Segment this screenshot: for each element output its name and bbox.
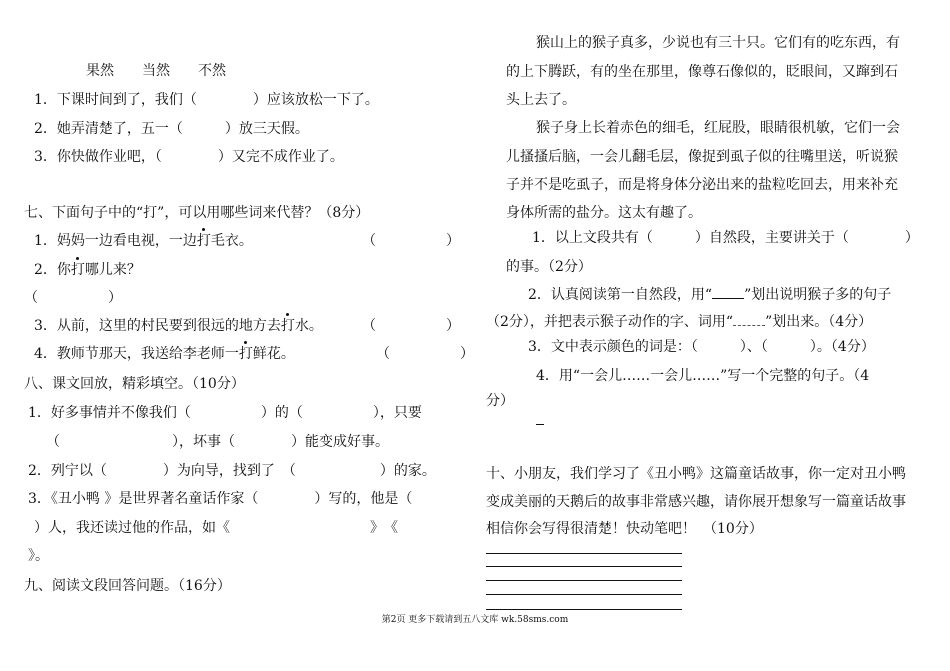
passage-line-1: 猴山上的猴子真多，少说也有三十只。它们有的吃东西，有 bbox=[536, 35, 900, 51]
reading-q1: 1．以上文段共有（ ）自然段，主要讲关于（ ） bbox=[532, 230, 919, 246]
writing-line bbox=[486, 553, 682, 554]
dotted-char: 打 bbox=[280, 318, 295, 334]
q10-line-1: 十、小朋友，我们学习了《丑小鸭》这篇童话故事，你一定对丑小鸭 bbox=[486, 466, 906, 482]
writing-line bbox=[486, 609, 682, 610]
q7-item-3: 3．从前，这里的村民要到很远的地方去打水。 bbox=[34, 318, 323, 334]
q6-item-2: 2．她弄清楚了，五一（ ）放三天假。 bbox=[34, 121, 309, 137]
reading-q3: 3．文中表示颜色的词是：（ ）、（ ）。（4分） bbox=[528, 339, 875, 355]
passage-line-6: 子并不是吃虱子，而是将身体分泌出来的盐粒吃回去，用来补充 bbox=[506, 177, 898, 193]
passage-line-5: 儿搔搔后脑，一会儿翻毛层，像捉到虱子似的往嘴里送，听说猴 bbox=[506, 149, 898, 165]
q10-line-2: 变成美丽的天鹅后的故事非常感兴趣，请你展开想象写一篇童话故事 bbox=[486, 494, 906, 510]
q7-item-2: 2．你打哪儿来？ bbox=[34, 262, 141, 278]
dotted-char: 打 bbox=[70, 262, 85, 278]
q8-line-4: 3．《丑小鸭 》是世界著名童话作家（ ）写的，他是（ bbox=[28, 491, 413, 507]
writing-line bbox=[486, 580, 682, 581]
wavy-underline-mark bbox=[733, 313, 765, 326]
q7-item-1: 1．妈妈一边看电视，一边打毛衣。 bbox=[34, 233, 253, 249]
q8-line-2: （ ），坏事（ ）能变成好事。 bbox=[46, 434, 389, 450]
passage-line-4: 猴子身上长着赤色的细毛，红屁股，眼睛很机敏，它们一会 bbox=[536, 120, 900, 136]
q6-item-3: 3．你快做作业吧，（ ）又完不成作业了。 bbox=[34, 149, 344, 165]
page-footer: 第2页 更多下载请到五八文库 wk.58sms.com bbox=[381, 615, 569, 625]
q10-line-3: 相信你会写得很清楚！快动笔吧！ （10分） bbox=[486, 521, 763, 537]
reading-q4: 4．用“一会儿……一会儿……”写一个完整的句子。（4 bbox=[536, 368, 870, 384]
q7-blank-3: （ ） bbox=[362, 318, 460, 334]
passage-line-2: 的上下腾跃，有的坐在那里，像尊石像似的，眨眼间，又蹿到石 bbox=[506, 64, 898, 80]
dash-mark bbox=[536, 424, 544, 425]
underline-mark bbox=[712, 286, 744, 299]
reading-q2: 2．认真阅读第一自然段，用“ ”划出说明猴子多的句子 bbox=[528, 287, 892, 303]
writing-line bbox=[486, 594, 682, 595]
q8-title: 八、课文回放，精彩填空。（10分） bbox=[24, 376, 245, 392]
q7-title: 七、下面句子中的“打”，可以用哪些词来代替？（8分） bbox=[24, 205, 370, 221]
passage-line-7: 身体所需的盐分。这太有趣了。 bbox=[506, 205, 702, 221]
dotted-char: 打 bbox=[196, 233, 211, 249]
q8-line-3: 2．列宁以（ ）为向导，找到了 （ ）的家。 bbox=[28, 463, 436, 479]
q7-blank-4: （ ） bbox=[376, 346, 474, 362]
q8-line-5: ）人，我还读过他的作品，如《 》 《 bbox=[34, 520, 398, 536]
dotted-char: 打 bbox=[238, 346, 253, 362]
q7-blank-2: （ ） bbox=[24, 290, 122, 306]
q8-line-1: 1．好多事情并不像我们（ ）的（ ），只要 bbox=[28, 405, 422, 421]
q6-item-1: 1．下课时间到了，我们（ ）应该放松一下了。 bbox=[34, 92, 379, 108]
q7-blank-1: （ ） bbox=[362, 233, 460, 249]
q8-line-6: 》。 bbox=[28, 548, 49, 564]
passage-line-3: 头上去了。 bbox=[506, 92, 576, 108]
word-bank: 果然 当然 不然 bbox=[86, 63, 226, 79]
q9-title: 九、阅读文段回答问题。（16分） bbox=[24, 578, 231, 594]
reading-q2-cont: （2分），并把表示猴子动作的字、词用“ ”划出来。（4分） bbox=[486, 314, 873, 330]
writing-line bbox=[486, 566, 682, 567]
reading-q4-cont: 分） bbox=[486, 393, 514, 409]
q7-item-4: 4．教师节那天，我送给李老师一打鲜花。 bbox=[34, 346, 295, 362]
reading-q1-cont: 的事。（2分） bbox=[506, 259, 592, 275]
